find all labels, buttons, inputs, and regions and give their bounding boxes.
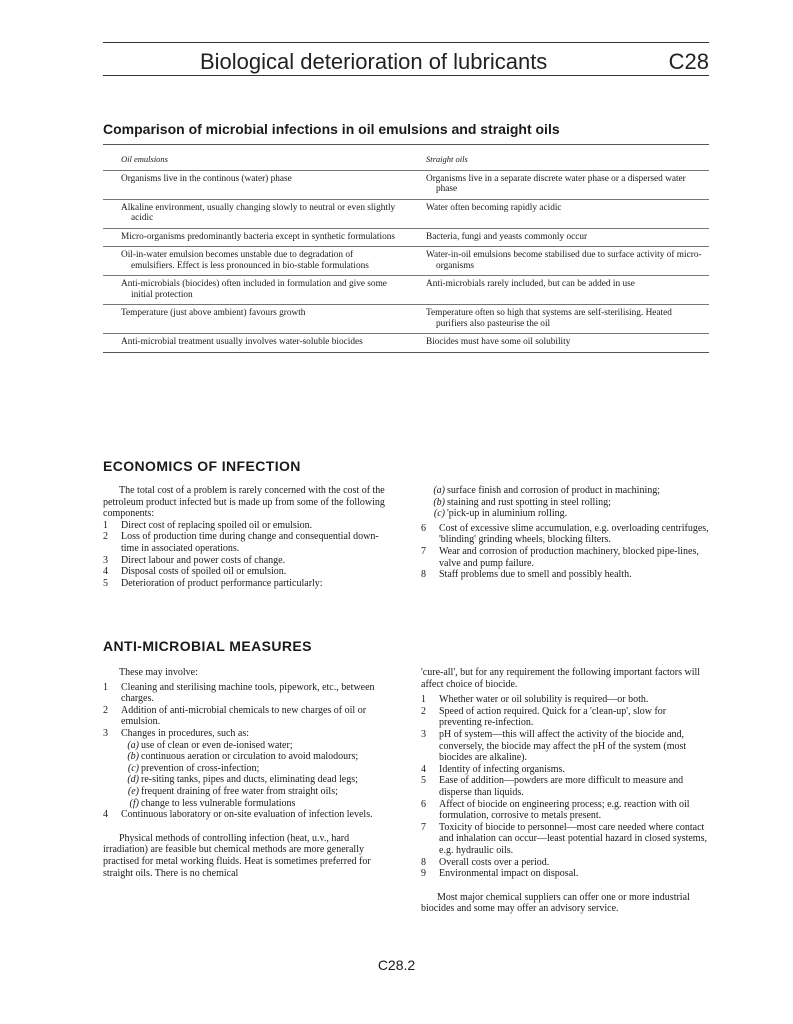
list-text: Toxicity of biocide to personnel—most care needed where contact and inhalation can occur—least potential hazard in closed systems, e.g. hydraulic oils. xyxy=(439,821,707,856)
list-number: 3 xyxy=(421,728,426,740)
list-item xyxy=(421,706,709,729)
table-row xyxy=(103,200,709,229)
list-letter: (c) xyxy=(127,762,139,774)
economics-list xyxy=(103,520,389,590)
list-number: 7 xyxy=(421,545,426,557)
list-text: pH of system—this will affect the activity of the biocide and, conversely, the biocide may affect the pH of the system (most biocides are alkaline). xyxy=(439,728,687,764)
list-letter: (a) xyxy=(433,485,445,496)
list-letter: (b) xyxy=(433,496,445,508)
list-text: Changes in procedures, such as: xyxy=(121,727,250,739)
list-number: 4 xyxy=(421,763,426,775)
list-number: 4 xyxy=(103,566,108,578)
list-item xyxy=(103,578,389,590)
economics-sublist xyxy=(421,485,709,520)
list-number: 3 xyxy=(103,727,108,739)
table-cell: Oil-in-water emulsion becomes unstable due to degradation of emulsifiers. Effect is less pronounced in bio-stable formulations xyxy=(121,250,369,271)
table-cell: Micro-organisms predominantly bacteria except in synthetic formulations xyxy=(121,231,396,242)
list-text: Environmental impact on disposal. xyxy=(439,868,579,880)
list-text: use of clean or even de-ionised water; xyxy=(141,739,293,751)
page-header xyxy=(103,42,709,80)
list-text: Addition of anti-microbial chemicals to new charges of oil or emulsion. xyxy=(121,704,367,728)
list-text: 'pick-up in aluminium rolling. xyxy=(447,508,568,520)
list-item xyxy=(421,497,709,509)
list-item xyxy=(421,799,709,822)
list-item xyxy=(421,764,709,776)
table-cell: Anti-microbials (biocides) often included in formulation and give some initial protection xyxy=(121,279,387,300)
list-number: 5 xyxy=(421,775,426,787)
list-letter: (a) xyxy=(127,739,139,751)
list-item xyxy=(421,822,709,857)
header-code: C28 xyxy=(668,49,709,74)
table-title: Comparison of microbial infections in oil emulsions and straight oils xyxy=(103,121,560,137)
antimicrobial-physical-paragraph: Physical methods of controlling infection (heat, u.v., hard irradiation) are feasible but chemical methods are more generally practised for metal working fluids. Heat is sometimes preferred for straight oils. There is no chemical xyxy=(103,832,371,879)
list-number: 1 xyxy=(103,519,108,531)
list-number: 9 xyxy=(421,868,426,880)
list-item xyxy=(421,485,709,497)
list-item xyxy=(103,566,389,578)
table-cell: Temperature often so high that systems are self-sterilising. Heated purifiers also pasteurise the oil xyxy=(426,308,672,329)
list-number: 1 xyxy=(103,681,108,693)
header-bottom-rule xyxy=(103,75,709,76)
list-item xyxy=(421,729,709,764)
list-number: 5 xyxy=(103,577,108,589)
table-row xyxy=(103,276,709,305)
list-item xyxy=(421,857,709,869)
economics-intro: The total cost of a problem is rarely concerned with the cost of the petroleum product infected but is made up from some of the following components: xyxy=(103,485,385,520)
list-item xyxy=(421,523,709,546)
list-text: Staff problems due to smell and possibly health. xyxy=(439,569,632,581)
list-letter: (d) xyxy=(127,774,139,786)
list-number: 3 xyxy=(103,554,108,566)
economics-left-column xyxy=(103,485,389,589)
antimicrobial-left-column xyxy=(103,667,389,879)
table-cell: Organisms live in a separate discrete water phase or a dispersed water phase xyxy=(426,173,686,194)
list-item xyxy=(115,751,389,763)
antimicrobial-heading: ANTI-MICROBIAL MEASURES xyxy=(103,638,312,654)
table-row xyxy=(103,247,709,276)
table-row xyxy=(103,334,709,352)
list-item xyxy=(103,682,389,705)
list-item xyxy=(115,763,389,775)
list-text: continuous aeration or circulation to avoid malodours; xyxy=(141,751,359,763)
header-title: Biological deterioration of lubricants xyxy=(200,49,548,74)
list-text: Direct cost of replacing spoiled oil or emulsion. xyxy=(121,519,313,531)
list-letter: (c) xyxy=(433,508,445,520)
table-cell: Water often becoming rapidly acidic xyxy=(426,202,562,213)
list-item xyxy=(115,740,389,752)
list-number: 4 xyxy=(103,809,108,821)
list-text: Cleaning and sterilising machine tools, pipework, etc., between charges. xyxy=(121,681,375,705)
list-letter: (f) xyxy=(129,797,139,809)
comparison-table xyxy=(103,144,709,353)
list-text: staining and rust spotting in steel rolling; xyxy=(447,496,611,508)
list-item xyxy=(421,508,709,520)
table-row xyxy=(103,229,709,248)
list-text: change to less vulnerable formulations xyxy=(141,797,296,809)
list-item xyxy=(103,531,389,554)
list-text: Deterioration of product performance particularly: xyxy=(121,577,323,589)
list-item xyxy=(421,775,709,798)
header-top-rule xyxy=(103,42,709,43)
table-cell: Bacteria, fungi and yeasts commonly occur xyxy=(426,231,588,242)
biocide-factors-list xyxy=(421,694,709,880)
list-text: Whether water or oil solubility is required—or both. xyxy=(439,694,649,706)
list-number: 6 xyxy=(421,522,426,534)
economics-heading: ECONOMICS OF INFECTION xyxy=(103,458,301,474)
economics-list-continued xyxy=(421,523,709,581)
list-number: 1 xyxy=(421,694,426,706)
table-col-header: Straight oils xyxy=(426,154,468,164)
table-header-row xyxy=(103,145,709,171)
antimicrobial-right-column xyxy=(421,667,709,915)
list-letter: (b) xyxy=(127,751,139,763)
list-text: Disposal costs of spoiled oil or emulsion. xyxy=(121,566,287,578)
list-text: Affect of biocide on engineering process; e.g. reaction with oil formulation, corrosive to metals present. xyxy=(439,798,690,822)
list-text: Cost of excessive slime accumulation, e.g. overloading centrifuges, 'blinding' grinding wheels, blocking filters. xyxy=(439,522,709,546)
list-text: Loss of production time during change and consequential down-time in associated operations. xyxy=(121,531,379,554)
page-number: C28.2 xyxy=(377,957,416,973)
antimicrobial-list-continued xyxy=(103,809,389,821)
list-text: Wear and corrosion of production machinery, blocked pipe-lines, valve and pump failure. xyxy=(439,545,699,569)
list-text: Identity of infecting organisms. xyxy=(439,763,565,775)
list-item xyxy=(115,798,389,810)
table-row xyxy=(103,305,709,334)
list-item xyxy=(421,546,709,569)
list-text: Speed of action required. Quick for a 'clean-up', slow for preventing re-infection. xyxy=(439,705,667,729)
list-item xyxy=(421,868,709,880)
list-number: 2 xyxy=(421,705,426,717)
list-item xyxy=(115,774,389,786)
table-cell: Organisms live in the continous (water) phase xyxy=(121,173,292,184)
list-letter: (e) xyxy=(127,785,139,797)
antimicrobial-intro: These may involve: xyxy=(119,667,198,678)
list-number: 8 xyxy=(421,856,426,868)
table-cell: Anti-microbials rarely included, but can be added in use xyxy=(426,279,635,289)
list-text: frequent draining of free water from straight oils; xyxy=(141,785,338,797)
list-text: surface finish and corrosion of product in machining; xyxy=(447,485,660,496)
antimicrobial-sublist xyxy=(103,740,389,810)
antimicrobial-right-intro: 'cure-all', but for any requirement the following important factors will affect choice of biocide. xyxy=(421,667,701,690)
list-item xyxy=(421,569,709,581)
economics-right-column xyxy=(421,485,709,581)
table-cell: Temperature (just above ambient) favours growth xyxy=(121,308,306,318)
list-text: prevention of cross-infection; xyxy=(141,762,260,774)
table-col-header: Oil emulsions xyxy=(121,154,168,164)
table-cell: Water-in-oil emulsions become stabilised due to surface activity of micro-organisms xyxy=(426,250,702,271)
list-item xyxy=(103,728,389,740)
table-cell: Biocides must have some oil solubility xyxy=(426,337,571,347)
table-row xyxy=(103,171,709,200)
list-number: 2 xyxy=(103,531,108,543)
list-number: 2 xyxy=(103,704,108,716)
list-item xyxy=(103,520,389,532)
table-cell: Anti-microbial treatment usually involves water-soluble biocides xyxy=(121,337,363,347)
list-text: Continuous laboratory or on-site evaluation of infection levels. xyxy=(121,809,373,821)
list-item xyxy=(103,809,389,821)
list-text: Direct labour and power costs of change. xyxy=(121,554,286,566)
list-number: 7 xyxy=(421,821,426,833)
list-number: 8 xyxy=(421,569,426,581)
antimicrobial-list xyxy=(103,682,389,740)
list-item xyxy=(103,705,389,728)
list-item xyxy=(115,786,389,798)
list-item xyxy=(103,555,389,567)
list-number: 6 xyxy=(421,798,426,810)
list-text: Overall costs over a period. xyxy=(439,856,550,868)
list-text: re-siting tanks, pipes and ducts, eliminating dead legs; xyxy=(141,774,358,786)
list-item xyxy=(421,694,709,706)
antimicrobial-closing: Most major chemical suppliers can offer one or more industrial biocides and some may offer an advisory service. xyxy=(421,891,690,915)
table-cell: Alkaline environment, usually changing slowly to neutral or even slightly acidic xyxy=(121,202,396,223)
list-text: Ease of addition—powders are more difficult to measure and disperse than liquids. xyxy=(439,775,684,798)
